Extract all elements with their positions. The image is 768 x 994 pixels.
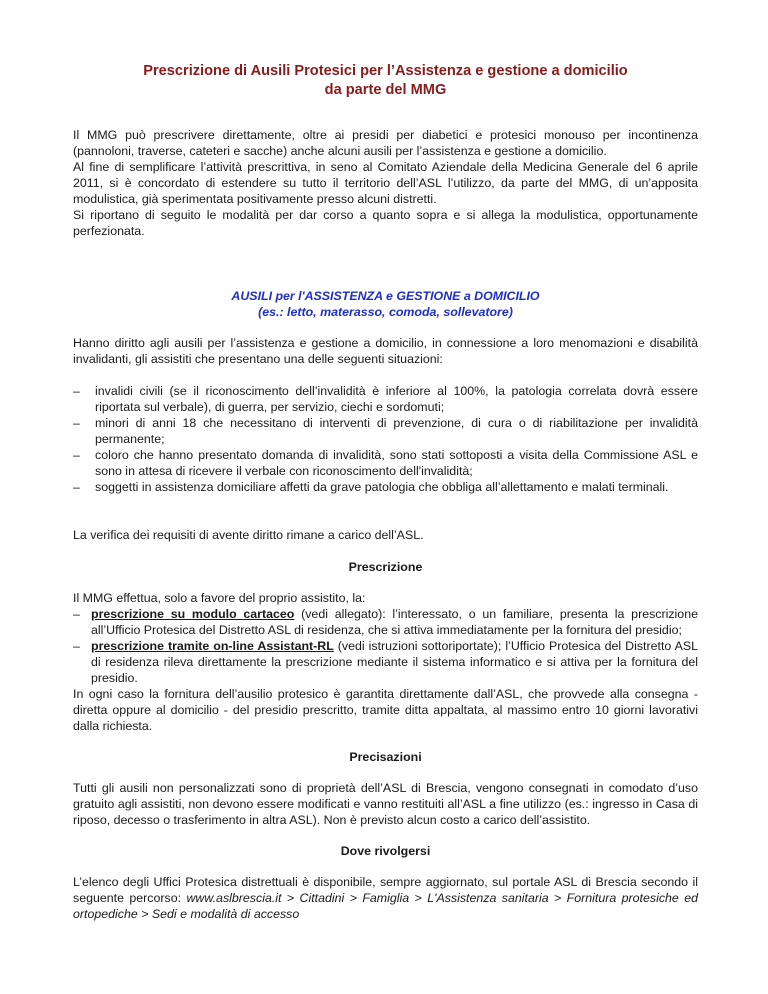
list-item: – prescrizione tramite on-line Assistant-RL (vedi istruzioni sottoriportate); l’Ufficio Protesica del Distretto ASL di residenza rileva direttamente la prescrizione mediante il sistema informatico e si attiva per la fornitura del presidio.: [73, 639, 698, 685]
dash-bullet: –: [73, 416, 80, 430]
title-line-1: Prescrizione di Ausili Protesici per l’Assistenza e gestione a domicilio: [143, 63, 628, 79]
dove-heading: Dove rivolgersi: [340, 844, 431, 858]
title-line-2: da parte del MMG: [324, 82, 447, 98]
prescrizione-heading: Prescrizione: [348, 560, 423, 574]
dash-bullet: –: [73, 607, 80, 621]
dash-bullet: –: [73, 384, 80, 398]
intro-paragraph-3: Si riportano di seguito le modalità per dar corso a quanto sopra e si allega la modulistica, opportunamente perfezionata.: [73, 208, 698, 238]
ausili-heading: AUSILI per l'ASSISTENZA e GESTIONE a DOMICILIO: [231, 289, 540, 303]
verify-note: La verifica dei requisiti di avente diritto rimane a carico dell’ASL.: [73, 528, 424, 542]
document-page: [73, 62, 698, 922]
list-item: – prescrizione su modulo cartaceo (vedi allegato): l’interessato, o un familiare, presenta la prescrizione all’Ufficio Protesica del Distretto ASL di residenza, che si attiva immediatamente per la fornitura del presidio;: [73, 607, 698, 637]
ausili-intro: Hanno diritto agli ausili per l’assistenza e gestione a domicilio, in connessione a loro menomazioni e disabilità invalidanti, gli assistiti che presentano una delle seguenti situazioni:: [73, 336, 698, 366]
prescrizione-intro: Il MMG effettua, solo a favore del proprio assistito, la:: [73, 591, 366, 605]
prescrizione-closing: In ogni caso la fornitura dell’ausilio protesico è garantita direttamente dall’ASL, che provvede alla consegna - diretta oppure al domicilio - del presidio prescritto, tramite ditta appaltata, al massimo entro 10 giorni lavorativi dalla richiesta.: [73, 687, 698, 733]
precisazioni-text: Tutti gli ausili non personalizzati sono di proprietà dell’ASL di Brescia, vengono consegnati in comodato d’uso gratuito agli assistiti, non devono essere modificati e vanno restituiti all’ASL a fine utilizzo (es.: ingresso in Casa di riposo, decesso o trasferimento in altra ASL). Non è previsto alcun costo a carico dell’assistito.: [73, 781, 698, 827]
ausili-section-title: [73, 288, 698, 320]
portal-path: www.aslbrescia.it > Cittadini > Famiglia > L'Assistenza sanitaria > Fornitura protesiche ed ortopediche > Sedi e modalità di accesso: [73, 891, 698, 921]
dove-text: L’elenco degli Uffici Protesica distrettuali è disponibile, sempre aggiornato, sul portale ASL di Brescia secondo il seguente percorso: www.aslbrescia.it > Cittadini > Famiglia > L'Assistenza sanitaria > Fornitura protesiche ed ortopediche > Sedi e modalità di accesso: [73, 875, 698, 921]
prescrizione-list: [73, 606, 698, 686]
ausili-subheading: (es.: letto, materasso, comoda, sollevatore): [258, 305, 513, 319]
list-item: – minori di anni 18 che necessitano di interventi di prevenzione, di cura o di riabilitazione per invalidità permanente;: [73, 416, 698, 446]
list-item: – coloro che hanno presentato domanda di invalidità, sono stati sottoposti a visita della Commissione ASL e sono in attesa di ricevere il verbale con riconoscimento dell'invalidità;: [73, 448, 698, 478]
intro-paragraph-2: Al fine di semplificare l’attività prescrittiva, in seno al Comitato Aziendale della Medicina Generale del 6 aprile 2011, si è concordato di estendere su tutto il territorio dell’ASL l’utilizzo, da parte del MMG, di un’apposita modulistica, già sperimentata positivamente presso alcuni distretti.: [73, 160, 698, 206]
intro-section: [73, 127, 698, 239]
dash-bullet: –: [73, 639, 80, 653]
list-item: – soggetti in assistenza domiciliare affetti da grave patologia che obbliga all’allettamento e malati terminali.: [73, 480, 669, 494]
eligibility-list: [73, 383, 698, 495]
list-item: – invalidi civili (se il riconoscimento dell’invalidità è inferiore al 100%, la patologia correlata dovrà essere riportata sul verbale), di guerra, per servizio, ciechi e sordomuti;: [73, 384, 698, 414]
dash-bullet: –: [73, 480, 80, 494]
document-title: [73, 62, 698, 100]
prescrizione-cartaceo-label: prescrizione su modulo cartaceo: [91, 607, 295, 621]
prescrizione-online-label: prescrizione tramite on-line Assistant-RL: [91, 639, 334, 653]
precisazioni-heading: Precisazioni: [349, 750, 422, 764]
intro-paragraph-1: Il MMG può prescrivere direttamente, oltre ai presidi per diabetici e protesici monouso per incontinenza (pannoloni, traverse, cateteri e sacche) anche alcuni ausili per l’assistenza e gestione a domicilio.: [73, 128, 698, 158]
dash-bullet: –: [73, 448, 80, 462]
